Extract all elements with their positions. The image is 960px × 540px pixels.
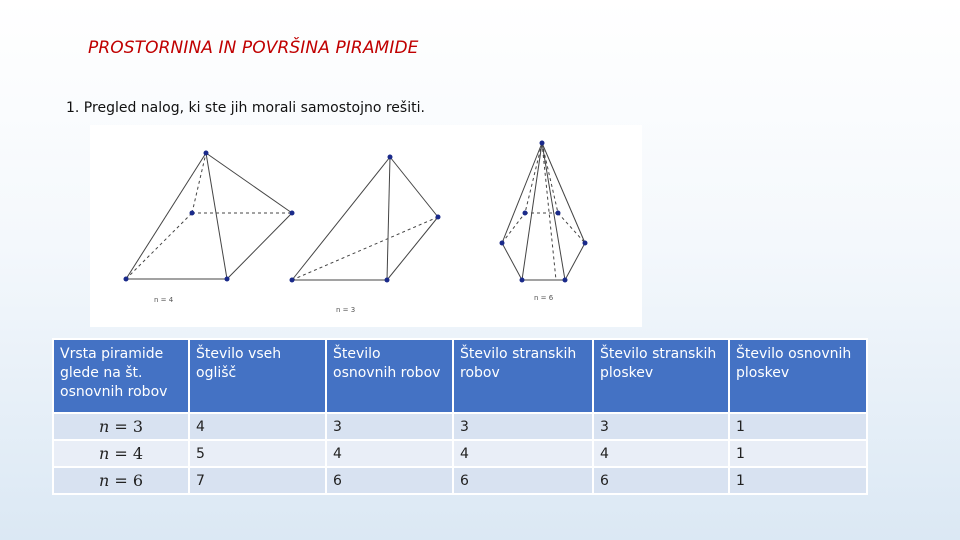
pyramids-drawing — [90, 125, 642, 327]
cell-base-edges: 4 — [326, 440, 453, 467]
hexagonal-pyramid — [502, 143, 585, 280]
triangular-pyramid — [292, 157, 438, 280]
cell-lateral-edges: 3 — [453, 413, 593, 440]
label-n3: n = 3 — [336, 306, 356, 314]
pyramid-table — [52, 338, 868, 495]
slide-title: PROSTORNINA IN POVRŠINA PIRAMIDE — [88, 38, 419, 58]
square-pyramid — [126, 153, 292, 279]
row-type-cell: n = 4 — [53, 440, 189, 467]
cell-lateral-faces: 3 — [593, 413, 729, 440]
header-lateral-edges: Število stranskih robov — [453, 339, 593, 413]
label-n4: n = 4 — [154, 296, 174, 304]
cell-vertices: 7 — [189, 467, 326, 494]
header-base-faces: Število osnovnih ploskev — [729, 339, 867, 413]
cell-lateral-faces: 6 — [593, 467, 729, 494]
table-header-row — [53, 339, 867, 413]
cell-base-edges: 6 — [326, 467, 453, 494]
table-row — [53, 440, 867, 467]
label-n6: n = 6 — [534, 294, 554, 302]
table-row — [53, 467, 867, 494]
header-lateral-faces: Število stranskih ploskev — [593, 339, 729, 413]
row-type-cell: n = 6 — [53, 467, 189, 494]
pyramids-figure — [90, 125, 642, 327]
cell-lateral-faces: 4 — [593, 440, 729, 467]
cell-base-edges: 3 — [326, 413, 453, 440]
cell-lateral-edges: 6 — [453, 467, 593, 494]
row-type-cell: n = 3 — [53, 413, 189, 440]
header-base-edges: Število osnovnih robov — [326, 339, 453, 413]
header-vertices: Število vseh oglišč — [189, 339, 326, 413]
table-row — [53, 413, 867, 440]
cell-vertices: 5 — [189, 440, 326, 467]
task-heading: 1. Pregled nalog, ki ste jih morali samostojno rešiti. — [66, 100, 425, 116]
cell-base-faces: 1 — [729, 440, 867, 467]
header-type: Vrsta piramide glede na št. osnovnih robov — [53, 339, 189, 413]
cell-base-faces: 1 — [729, 413, 867, 440]
cell-lateral-edges: 4 — [453, 440, 593, 467]
cell-base-faces: 1 — [729, 467, 867, 494]
cell-vertices: 4 — [189, 413, 326, 440]
